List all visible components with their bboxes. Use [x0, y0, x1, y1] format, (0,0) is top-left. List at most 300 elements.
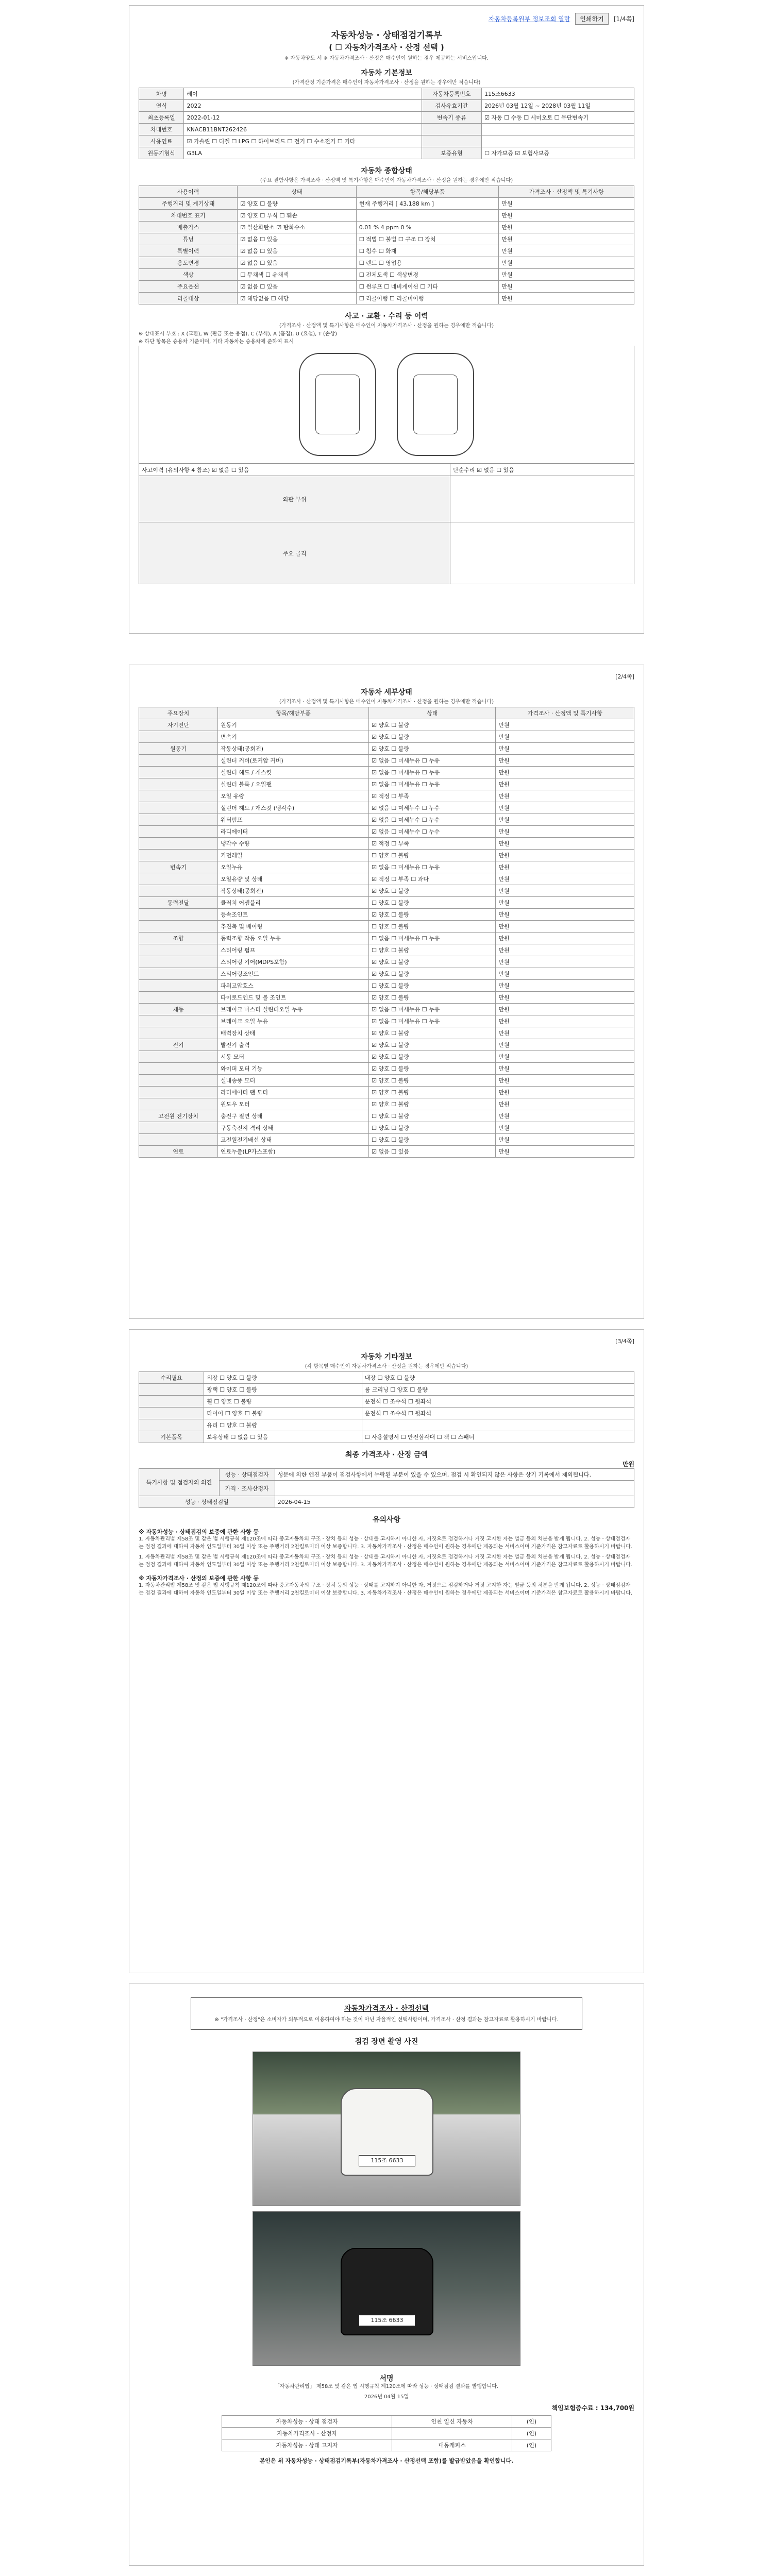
detail-row	[139, 1098, 634, 1110]
detail-cell: 브레이크 마스터 실린더오일 누유	[218, 1004, 369, 1015]
detail-cell: 만원	[496, 992, 634, 1004]
status-cell: 현재 주행거리 [ 43,188 km ]	[356, 198, 499, 210]
status-col-header: 항목/해당부품	[356, 186, 499, 198]
status-cell: 만원	[499, 245, 634, 257]
car-diagram	[139, 346, 634, 464]
detail-cell: 만원	[496, 897, 634, 909]
detail-group	[139, 731, 218, 743]
detail-cell: ☑ 양호 ☐ 불량	[369, 1039, 496, 1051]
accident-history: 사고이력 (유의사항 4 참조) ☑ 없음 ☐ 있음	[139, 464, 450, 476]
other-row	[139, 1396, 634, 1408]
basic-value: ☑ 가솔린 ☐ 디젤 ☐ LPG ☐ 하이브리드 ☐ 전기 ☐ 수소전기 ☐ 기타	[184, 135, 422, 147]
detail-cell: ☑ 없음 ☐ 미세누수 ☐ 누수	[369, 802, 496, 814]
detail-row	[139, 885, 634, 897]
other-cell: 룸 크리닝 ☐ 양호 ☐ 불량	[362, 1384, 634, 1396]
basic-value	[482, 135, 634, 147]
detail-cell: ☐ 양호 ☐ 불량	[369, 897, 496, 909]
other-group: 기본품목	[139, 1431, 204, 1443]
detail-group	[139, 1075, 218, 1087]
detail-cell: 만원	[496, 921, 634, 933]
detail-cell: 배력장치 상태	[218, 1027, 369, 1039]
status-row	[139, 245, 634, 257]
detail-cell: ☐ 양호 ☐ 불량	[369, 1110, 496, 1122]
basic-value: 2022-01-12	[184, 112, 422, 124]
status-cell: ☐ 썬루프 ☐ 네비게이션 ☐ 기타	[356, 281, 499, 293]
detail-cell: ☑ 없음 ☐ 미세누수 ☐ 누수	[369, 826, 496, 838]
detail-cell: 만원	[496, 1110, 634, 1122]
detail-group: 조향	[139, 933, 218, 944]
detail-cell: ☐ 양호 ☐ 불량	[369, 921, 496, 933]
outer-panel-label: 외판 부위	[139, 476, 450, 522]
detail-group	[139, 1015, 218, 1027]
status-item: 용도변경	[139, 257, 238, 269]
detail-cell: 브레이크 오일 누유	[218, 1015, 369, 1027]
detail-group	[139, 944, 218, 956]
basic-row	[139, 147, 634, 159]
basic-value: G3LA	[184, 147, 422, 159]
basic-value: KNACB11BNT262426	[184, 124, 422, 135]
detail-group: 동력전달	[139, 897, 218, 909]
detail-cell: ☐ 없음 ☐ 미세누유 ☐ 누유	[369, 933, 496, 944]
other-group	[139, 1419, 204, 1431]
detail-row	[139, 719, 634, 731]
page-number: [1/4쪽]	[613, 15, 634, 23]
price-unit: 만원	[622, 1461, 634, 1468]
detail-cell: ☑ 적정 ☐ 부족 ☐ 과다	[369, 873, 496, 885]
basic-label	[422, 124, 481, 135]
basic-label: 보증유형	[422, 147, 481, 159]
sig-r2: 자동차가격조사 · 산정자	[222, 2427, 392, 2439]
detail-cell: ☑ 양호 ☐ 불량	[369, 719, 496, 731]
other-group	[139, 1408, 204, 1419]
detail-row	[139, 944, 634, 956]
other-cell: 보유상태 ☐ 없음 ☐ 있음	[204, 1431, 362, 1443]
detail-cell: 만원	[496, 1039, 634, 1051]
sig-r3: 자동차성능 · 상태 고지자	[222, 2439, 392, 2451]
selection-text: ※ "가격조사 · 산정"은 소비자가 의무적으로 이용하여야 하는 것이 아닌 자율적인 선택사항이며, 가격조사 · 산정 결과는 참고자료로 활용하시기 바랍니다.	[214, 2017, 559, 2023]
detail-row	[139, 873, 634, 885]
signature-section	[139, 2373, 634, 2451]
detail-cell: 만원	[496, 1075, 634, 1087]
status-cell: ☐ 전체도색 ☐ 색상변경	[356, 269, 499, 281]
detail-cell: ☑ 양호 ☐ 불량	[369, 1027, 496, 1039]
detail-cell: 만원	[496, 826, 634, 838]
opinion-label: 특기사항 및 점검자의 의견	[139, 1469, 220, 1496]
detail-cell: 만원	[496, 944, 634, 956]
opinion-table	[139, 1468, 634, 1508]
basic-label: 검사유효기간	[422, 100, 481, 112]
detail-cell: 원동기	[218, 719, 369, 731]
detail-cell: 만원	[496, 767, 634, 778]
detail-cell: 동력조향 작동 오일 누유	[218, 933, 369, 944]
detail-cell: 클러치 어셈블리	[218, 897, 369, 909]
detail-cell: 만원	[496, 1004, 634, 1015]
other-cell: 운전석 ☐ 조수석 ☐ 뒷좌석	[362, 1396, 634, 1408]
other-group: 수리필요	[139, 1372, 204, 1384]
detail-cell: 만원	[496, 956, 634, 968]
detail-group	[139, 850, 218, 861]
status-cell: ☐ 리콜이행 ☐ 리콜미이행	[356, 293, 499, 304]
status-col-header: 가격조사 · 산정액 및 특기사항	[499, 186, 634, 198]
status-item: 배출가스	[139, 222, 238, 233]
status-item: 주행거리 및 계기상태	[139, 198, 238, 210]
status-cell: 0.01 % 4 ppm 0 %	[356, 222, 499, 233]
notice-s1: ※ 자동차성능 · 상태점검의 보증에 관한 사항 등	[139, 1529, 259, 1535]
detail-cell: ☑ 양호 ☐ 불량	[369, 956, 496, 968]
detail-group	[139, 1087, 218, 1098]
detail-cell: 만원	[496, 1027, 634, 1039]
detail-group: 원동기	[139, 743, 218, 755]
status-item: 차대번호 표기	[139, 210, 238, 222]
detail-cell: 만원	[496, 1015, 634, 1027]
status-cell: ☑ 양호 ☐ 부식 ☐ 훼손	[238, 210, 356, 222]
detail-cell: 변속기	[218, 731, 369, 743]
detail-cell: 라디에이터	[218, 826, 369, 838]
basic-label: 자동차등록번호	[422, 88, 481, 100]
detail-cell: 스티어링조인트	[218, 968, 369, 980]
sig-r1v: 인천 일신 자동차	[392, 2415, 512, 2427]
notice-body-2: 1. 자동차관리법 제58조 및 같은 법 시행규칙 제120조에 따라 중고자동차의 구조 · 장치 등의 성능 · 상태를 고지하지 아니한 자, 거짓으로 점검하거나 거짓 고지한 자는 벌금 등의 처분을 받게 됩니다. 2. 성능 · 상태점검자는 점검 결과에 대하여 자동차 인도일부터 30일 이상 또는 주행거리 2천킬로미터 이상 보증합니다. 3. 자동차가격조사 · 산정은 매수인이 원하는 경우에만 제공되는 서비스이며 기준가격은 참고자료로 활용하시기 바랍니다.	[139, 1583, 633, 1596]
detail-cell: 충전구 절연 상태	[218, 1110, 369, 1122]
status-cell: 만원	[499, 198, 634, 210]
other-cell	[362, 1419, 634, 1431]
detail-cell: 만원	[496, 1134, 634, 1146]
basic-row	[139, 88, 634, 100]
detail-cell: 실린더 헤드 / 개스킷 (냉각수)	[218, 802, 369, 814]
other-cell: 타이어 ☐ 양호 ☐ 불량	[204, 1408, 362, 1419]
inspection-date: 2026-04-15	[275, 1496, 634, 1508]
detail-cell: 만원	[496, 980, 634, 992]
status-row	[139, 222, 634, 233]
other-group	[139, 1396, 204, 1408]
other-head: 자동차 기타정보	[361, 1353, 412, 1361]
detail-row	[139, 956, 634, 968]
detail-cell: 만원	[496, 1087, 634, 1098]
detail-cell: ☑ 양호 ☐ 불량	[369, 1063, 496, 1075]
detail-row	[139, 802, 634, 814]
detail-cell: 만원	[496, 1051, 634, 1063]
detail-cell: 실내송풍 모터	[218, 1075, 369, 1087]
status-row	[139, 257, 634, 269]
car-bottom-view-icon	[397, 353, 474, 456]
detail-row	[139, 767, 634, 778]
status-cell: 만원	[499, 222, 634, 233]
detail-col-header: 항목/해당부품	[218, 707, 369, 719]
detail-col-header: 가격조사 · 산정액 및 특기사항	[496, 707, 634, 719]
inspection-photo-front	[253, 2052, 520, 2206]
basic-value: 2022	[184, 100, 422, 112]
seal-3: (인)	[512, 2439, 551, 2451]
basic-label: 차대번호	[139, 124, 184, 135]
basic-label	[422, 135, 481, 147]
simple-repair: 단순수리 ☑ 없음 ☐ 있음	[450, 464, 634, 476]
inspection-date-label: 성능 · 상태점검일	[139, 1496, 275, 1508]
detail-group	[139, 1051, 218, 1063]
detail-group	[139, 1134, 218, 1146]
basic-label: 최초등록일	[139, 112, 184, 124]
page-2	[129, 665, 644, 1319]
detail-cell: ☑ 양호 ☐ 불량	[369, 968, 496, 980]
notice-body-1b: 1. 자동차관리법 제58조 및 같은 법 시행규칙 제120조에 따라 중고자동차의 구조 · 장치 등의 성능 · 상태를 고지하지 아니한 자, 거짓으로 점검하거나 거짓 고지한 자는 벌금 등의 처분을 받게 됩니다. 2. 성능 · 상태점검자는 점검 결과에 대하여 자동차 인도일부터 30일 이상 또는 주행거리 2천킬로미터 이상 보증합니다. 3. 자동차가격조사 · 산정은 매수인이 원하는 경우에만 제공되는 서비스이며 기준가격은 참고자료로 활용하시기 바랍니다.	[139, 1554, 633, 1568]
price-head: 최종 가격조사 · 산정 금액	[345, 1451, 428, 1459]
detail-cell: 타이로드엔드 및 볼 조인트	[218, 992, 369, 1004]
detail-note: (가격조사 · 산정액 및 특기사항은 매수인이 자동차가격조사 · 산정을 원하는 경우에만 적습니다)	[279, 699, 494, 705]
status-cell: ☐ 렌트 ☐ 영업용	[356, 257, 499, 269]
car-top-view-icon	[299, 353, 376, 456]
detail-cell: ☐ 양호 ☐ 불량	[369, 944, 496, 956]
detail-cell: 파워고압호스	[218, 980, 369, 992]
other-cell: 운전석 ☐ 조수석 ☐ 뒷좌석	[362, 1408, 634, 1419]
detail-group	[139, 767, 218, 778]
detail-group: 제동	[139, 1004, 218, 1015]
detail-group: 연료	[139, 1146, 218, 1158]
detail-cell: 만원	[496, 731, 634, 743]
doc-note: ※ 자동차양도 서 ※ 자동차가격조사 · 산정은 매수인이 원하는 경우 제공하는 서비스입니다.	[284, 56, 489, 61]
status-item: 리콜대상	[139, 293, 238, 304]
detail-row	[139, 743, 634, 755]
detail-cell: 만원	[496, 838, 634, 850]
basic-head: 자동차 기본정보	[361, 69, 412, 77]
detail-group	[139, 921, 218, 933]
detail-group	[139, 909, 218, 921]
detail-cell: 만원	[496, 778, 634, 790]
other-table	[139, 1371, 634, 1443]
detail-cell: ☑ 양호 ☐ 불량	[369, 1087, 496, 1098]
detail-row	[139, 814, 634, 826]
other-group	[139, 1384, 204, 1396]
damage-legend2: ※ 하단 항목은 승용차 기준이며, 기타 자동차는 승용차에 준하여 표시	[139, 338, 294, 345]
detail-cell: ☐ 양호 ☐ 불량	[369, 980, 496, 992]
status-cell: ☐ 무채색 ☐ 유채색	[238, 269, 356, 281]
status-row	[139, 281, 634, 293]
detail-row	[139, 1134, 634, 1146]
detail-cell: 만원	[496, 885, 634, 897]
detail-cell: ☑ 양호 ☐ 불량	[369, 909, 496, 921]
status-row	[139, 233, 634, 245]
detail-group	[139, 980, 218, 992]
basic-label: 변속기 종류	[422, 112, 481, 124]
detail-cell: 만원	[496, 814, 634, 826]
doc-subtitle: ( ☐ 자동차가격조사 · 산정 선택 )	[329, 43, 444, 52]
status-note: (주요 결함사항은 가격조사 · 산정액 및 특기사항은 매수인이 자동차가격조사 · 산정을 원하는 경우에만 적습니다)	[260, 178, 513, 183]
detail-group: 변속기	[139, 861, 218, 873]
other-row	[139, 1372, 634, 1384]
detail-group	[139, 885, 218, 897]
detail-row	[139, 826, 634, 838]
detail-row	[139, 1087, 634, 1098]
seal-2: (인)	[512, 2427, 551, 2439]
detail-cell: 등속조인트	[218, 909, 369, 921]
notice-head: 유의사항	[372, 1516, 401, 1524]
status-item: 색상	[139, 269, 238, 281]
detail-cell: 워터펌프	[218, 814, 369, 826]
detail-row	[139, 1039, 634, 1051]
doc-title: 자동차성능 · 상태점검기록부	[331, 30, 442, 41]
status-cell: ☐ 적법 ☐ 불법 ☐ 구조 ☐ 장치	[356, 233, 499, 245]
detail-cell: ☐ 양호 ☐ 불량	[369, 850, 496, 861]
detail-row	[139, 861, 634, 873]
detail-cell: 발전기 출력	[218, 1039, 369, 1051]
detail-row	[139, 1027, 634, 1039]
detail-cell: 만원	[496, 1063, 634, 1075]
status-cell: ☑ 없음 ☐ 있음	[238, 257, 356, 269]
front-plate: 115조 6633	[359, 2155, 415, 2166]
status-cell: ☑ 해당없음 ☐ 해당	[238, 293, 356, 304]
status-head: 자동차 종합상태	[361, 167, 412, 175]
detail-row	[139, 731, 634, 743]
detail-cell: 만원	[496, 1122, 634, 1134]
other-cell: ☐ 사용설명서 ☐ 안전삼각대 ☐ 잭 ☐ 스패너	[362, 1431, 634, 1443]
notice-body-1: 1. 자동차관리법 제58조 및 같은 법 시행규칙 제120조에 따라 중고자동차의 구조 · 장치 등의 성능 · 상태를 고지하지 아니한 자, 거짓으로 점검하거나 거짓 고지한 자는 벌금 등의 처분을 받게 됩니다. 2. 성능 · 상태점검자는 점검 결과에 대하여 자동차 인도일부터 30일 이상 또는 주행거리 2천킬로미터 이상 보증합니다. 3. 자동차가격조사 · 산정은 매수인이 원하는 경우에만 제공되는 서비스이며 기준가격은 참고자료로 활용하시기 바랍니다.	[139, 1536, 633, 1550]
status-item: 특별이력	[139, 245, 238, 257]
detail-group	[139, 1063, 218, 1075]
page-1	[129, 5, 644, 634]
detail-table	[139, 707, 634, 1158]
inspection-photo-rear	[253, 2211, 520, 2366]
detail-group	[139, 838, 218, 850]
other-cell: 내장 ☐ 양호 ☐ 불량	[362, 1372, 634, 1384]
detail-row	[139, 1122, 634, 1134]
detail-cell: ☑ 양호 ☐ 불량	[369, 743, 496, 755]
print-button[interactable]: 인쇄하기	[575, 13, 608, 25]
detail-cell: ☑ 적정 ☐ 부족	[369, 838, 496, 850]
page-number-3: [3/4쪽]	[615, 1338, 634, 1345]
detail-row	[139, 1110, 634, 1122]
detail-cell: 만원	[496, 755, 634, 767]
status-cell: ☑ 일산화탄소 ☑ 탄화수소	[238, 222, 356, 233]
rear-plate: 115조 6633	[359, 2315, 415, 2326]
basic-value: 115조6633	[482, 88, 634, 100]
damage-note: (가격조사 · 산정액 및 특기사항은 매수인이 자동차가격조사 · 산정을 원하는 경우에만 적습니다)	[279, 323, 494, 329]
signature-table	[222, 2415, 551, 2451]
detail-cell: 만원	[496, 719, 634, 731]
detail-row	[139, 790, 634, 802]
page-4	[129, 1984, 644, 2566]
detail-group	[139, 1122, 218, 1134]
status-row	[139, 198, 634, 210]
status-col-header: 상태	[238, 186, 356, 198]
basic-label: 원동기형식	[139, 147, 184, 159]
status-cell: ☐ 침수 ☐ 화재	[356, 245, 499, 257]
detail-group	[139, 814, 218, 826]
detail-cell: ☑ 없음 ☐ 미세누유 ☐ 누유	[369, 1015, 496, 1027]
photos-head: 점검 장면 촬영 사진	[355, 2037, 418, 2046]
sig-r3v: 대동캐피스	[392, 2439, 512, 2451]
other-row	[139, 1431, 634, 1443]
detail-cell: ☑ 없음 ☐ 미세누수 ☐ 누수	[369, 814, 496, 826]
page-number-2: [2/4쪽]	[615, 673, 634, 680]
other-note: (각 항목별 매수인이 자동차가격조사 · 산정을 원하는 경우에만 적습니다)	[305, 1364, 468, 1369]
footer: 본인은 위 자동차성능 · 상태점검기록부(자동차가격조사 · 산정선택 포함)를 발급받았음을 확인합니다.	[259, 2457, 514, 2464]
other-cell: 유리 ☐ 양호 ☐ 불량	[204, 1419, 362, 1431]
basic-row	[139, 124, 634, 135]
status-cell: 만원	[499, 257, 634, 269]
page-3	[129, 1329, 644, 1973]
detail-cell: 스티어링 펌프	[218, 944, 369, 956]
detail-row	[139, 1015, 634, 1027]
status-item: 주요옵션	[139, 281, 238, 293]
detail-cell: ☑ 양호 ☐ 불량	[369, 1051, 496, 1063]
basic-label: 연식	[139, 100, 184, 112]
damage-legend: ※ 상태표시 부호 : X (교환), W (판금 또는 용접), C (부식), A (흠집), U (요철), T (손상)	[139, 331, 338, 337]
detail-row	[139, 909, 634, 921]
detail-cell: 만원	[496, 802, 634, 814]
topbar	[139, 13, 634, 25]
detail-cell: 만원	[496, 933, 634, 944]
detail-cell: 만원	[496, 873, 634, 885]
detail-cell: 와이퍼 모터 기능	[218, 1063, 369, 1075]
notice-s2: ※ 자동차가격조사 · 산정의 보증에 관한 사항 등	[139, 1575, 259, 1582]
detail-group	[139, 1027, 218, 1039]
status-col-header: 사용이력	[139, 186, 238, 198]
frame-label: 주요 골격	[139, 522, 450, 584]
detail-cell: ☑ 양호 ☐ 불량	[369, 885, 496, 897]
detail-row	[139, 1075, 634, 1087]
detail-group	[139, 968, 218, 980]
detail-col-header: 상태	[369, 707, 496, 719]
status-table	[139, 185, 634, 304]
other-row	[139, 1419, 634, 1431]
detail-group	[139, 1098, 218, 1110]
selection-head: 자동차가격조사 · 산정선택	[344, 2005, 429, 2013]
detail-cell: ☑ 없음 ☐ 미세누유 ☐ 누유	[369, 767, 496, 778]
detail-cell: ☑ 양호 ☐ 불량	[369, 992, 496, 1004]
detail-group	[139, 992, 218, 1004]
detail-group	[139, 778, 218, 790]
detail-row	[139, 921, 634, 933]
other-cell: 휠 ☐ 양호 ☐ 불량	[204, 1396, 362, 1408]
detail-cell: 오일누유	[218, 861, 369, 873]
detail-row	[139, 1063, 634, 1075]
detail-row	[139, 933, 634, 944]
detail-row	[139, 850, 634, 861]
register-link[interactable]: 자동차등록원부 정보조회 열람	[489, 15, 570, 23]
detail-group	[139, 873, 218, 885]
detail-cell: ☐ 양호 ☐ 불량	[369, 1134, 496, 1146]
basic-value	[482, 124, 634, 135]
basic-row	[139, 112, 634, 124]
other-cell: 외장 ☐ 양호 ☐ 불량	[204, 1372, 362, 1384]
detail-col-header: 주요장치	[139, 707, 218, 719]
status-cell: ☑ 양호 ☐ 불량	[238, 198, 356, 210]
detail-cell: 만원	[496, 850, 634, 861]
detail-row	[139, 778, 634, 790]
basic-value: 2026년 03월 12일 ~ 2028년 03월 11일	[482, 100, 634, 112]
basic-row	[139, 135, 634, 147]
detail-group: 고전원 전기장치	[139, 1110, 218, 1122]
status-cell: 만원	[499, 233, 634, 245]
detail-cell: ☑ 없음 ☐ 미세누유 ☐ 누유	[369, 1004, 496, 1015]
status-cell: ☑ 없음 ☐ 있음	[238, 245, 356, 257]
opinion-inspector: 성능 · 상태점검자	[219, 1469, 275, 1481]
detail-group: 자기진단	[139, 719, 218, 731]
detail-cell: 만원	[496, 1098, 634, 1110]
detail-group	[139, 956, 218, 968]
detail-group	[139, 826, 218, 838]
damage-head: 사고 · 교환 · 수리 등 이력	[345, 312, 428, 320]
status-cell: 만원	[499, 281, 634, 293]
status-cell: 만원	[499, 210, 634, 222]
basic-value: 레이	[184, 88, 422, 100]
status-cell: ☑ 없음 ☐ 있음	[238, 281, 356, 293]
detail-row	[139, 1146, 634, 1158]
seal-1: (인)	[512, 2415, 551, 2427]
other-cell: 광택 ☐ 양호 ☐ 불량	[204, 1384, 362, 1396]
signature-text: 「자동차관리법」 제58조 및 같은 법 시행규칙 제120조에 따라 성능 · 상태점검 결과를 발행합니다.	[274, 2383, 499, 2389]
detail-cell: 라디에이터 팬 모터	[218, 1087, 369, 1098]
detail-cell: 만원	[496, 743, 634, 755]
detail-group	[139, 790, 218, 802]
